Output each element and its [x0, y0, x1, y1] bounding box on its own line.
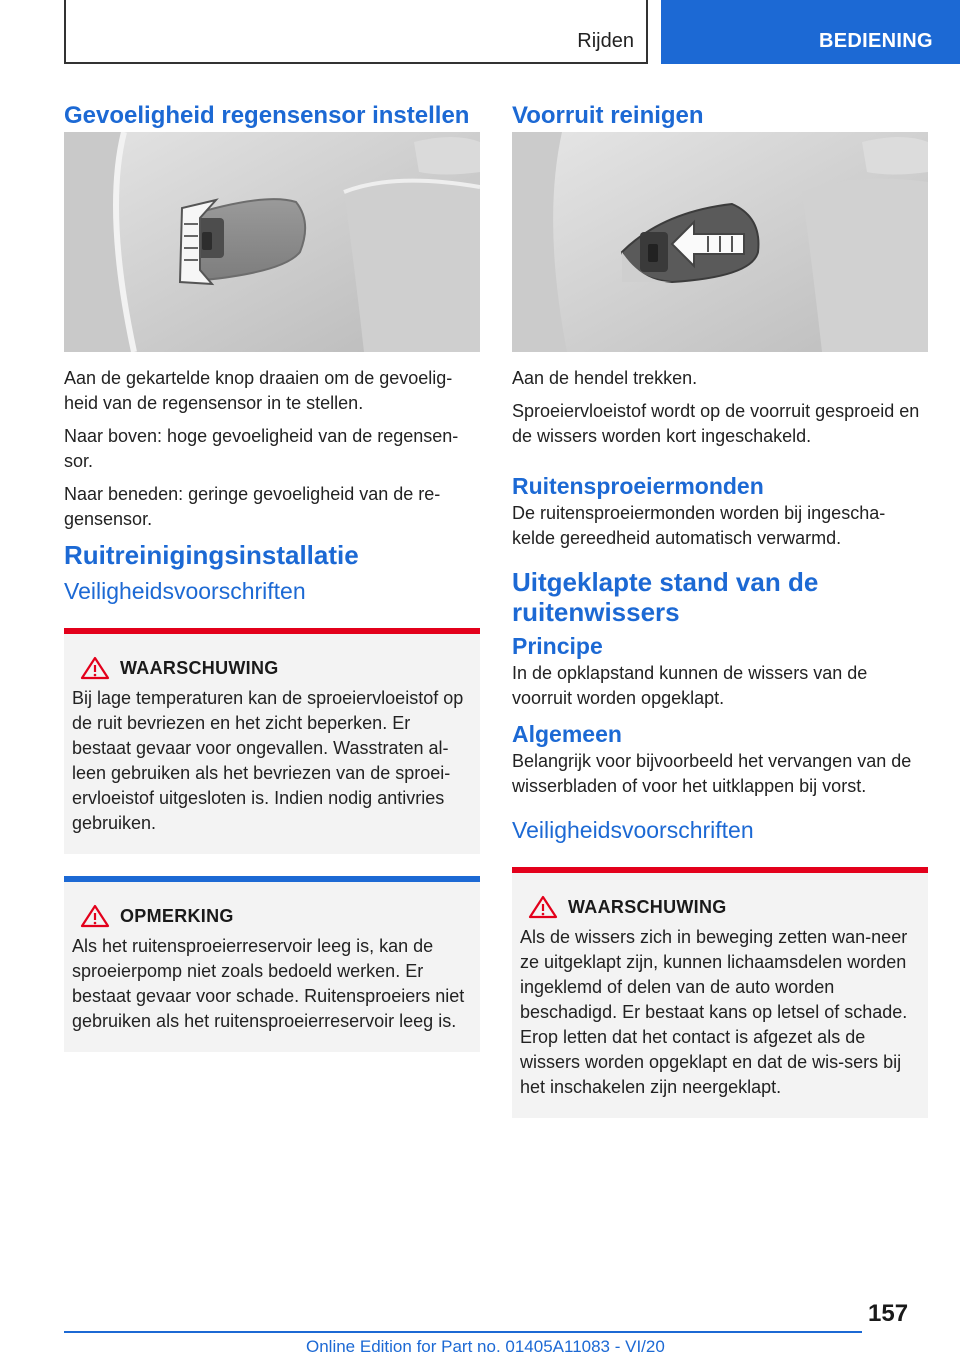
warning-box-wipers: [512, 867, 928, 1118]
header-section-label: Rijden: [577, 30, 634, 52]
note-title: OPMERKING: [120, 905, 234, 926]
warning-title: WAARSCHUWING: [568, 896, 727, 917]
footer-edition-text: Online Edition for Part no. 01405A11083 - VI/20: [306, 1337, 665, 1356]
warning-box-freeze: [64, 628, 480, 854]
heading-general: Algemeen: [512, 721, 622, 747]
rain-sensor-knob-illustration: [64, 132, 480, 352]
rain-sensor-paragraph-1: Aan de gekartelde knop draaien om de gevoelig-heid van de regensensor in te stellen.: [64, 368, 453, 413]
heading-washer-system: Ruitreinigingsinstallatie: [64, 540, 359, 570]
heading-clean-windshield: Voorruit reinigen: [512, 102, 704, 129]
heading-rain-sensor: Gevoeligheid regensensor instellen: [64, 102, 470, 129]
header-section-box: [64, 0, 648, 64]
note-box-reservoir: [64, 876, 480, 1052]
heading-washer-nozzles: Ruitensproeiermonden: [512, 473, 764, 499]
right-column: [512, 100, 928, 1118]
heading-safety-right: Veiligheidsvoorschriften: [512, 817, 754, 843]
rain-sensor-paragraph-3: Naar beneden: geringe gevoeligheid van de re-gensensor.: [64, 484, 441, 529]
header-chapter-label: BEDIENING: [819, 30, 933, 52]
windshield-paragraph-1: Aan de hendel trekken.: [512, 368, 698, 388]
footer-divider: [64, 1331, 862, 1333]
wiper-lever-illustration: [512, 132, 928, 352]
warning-triangle-icon: [80, 656, 110, 680]
principle-paragraph: In de opklapstand kunnen de wissers van de voorruit worden opgeklapt.: [512, 663, 868, 708]
nozzles-paragraph: De ruitensproeiermonden worden bij ingescha-kelde gereedheid automatisch verwarmd.: [512, 503, 886, 548]
general-paragraph: Belangrijk voor bijvoorbeeld het vervangen van de wisserbladen of voor het uitklappen bij vorst.: [512, 751, 912, 796]
heading-wiper-service-position: Uitgeklapte stand van de ruitenwissers: [512, 567, 819, 627]
header-chapter-tab: [661, 0, 960, 64]
left-column: [64, 100, 480, 1052]
windshield-paragraph-2: Sproeiervloeistof wordt op de voorruit gesproeid en de wissers worden kort ingeschakeld.: [512, 401, 920, 446]
warning-triangle-icon: [528, 895, 558, 919]
heading-safety-left: Veiligheidsvoorschriften: [64, 578, 306, 604]
warning-text: Als de wissers zich in beweging zetten wan-neer ze uitgeklapt zijn, kunnen lichaamsdelen worden ingeklemd of delen van de auto worden beschadigd. Er bestaat kans op letsel of schade. Erop letten dat het contact is afgezet als de wissers worden opgeklapt en dat de wis-sers bij het inschakelen zijn neergeklapt.: [520, 927, 908, 1097]
note-triangle-icon: [80, 904, 110, 928]
note-text: Als het ruitensproeierreservoir leeg is, kan de sproeierpomp niet zoals bedoeld werken. Er bestaat gevaar voor schade. Ruitensproeiers niet gebruiken als het ruitensproeierreservoir leeg is.: [72, 936, 465, 1031]
heading-principle: Principe: [512, 633, 603, 659]
warning-title: WAARSCHUWING: [120, 657, 279, 678]
page-number: 157: [868, 1300, 909, 1327]
rain-sensor-paragraph-2: Naar boven: hoge gevoeligheid van de regensen-sor.: [64, 426, 459, 471]
warning-text: Bij lage temperaturen kan de sproeiervloeistof op de ruit bevriezen en het zicht beperken. Er bestaat gevaar voor ongevallen. Wasstraten al-leen gebruiken als het bevriezen van de sproei-ervloeistof uitgesloten is. Indien nodig antivries gebruiken.: [72, 688, 464, 833]
